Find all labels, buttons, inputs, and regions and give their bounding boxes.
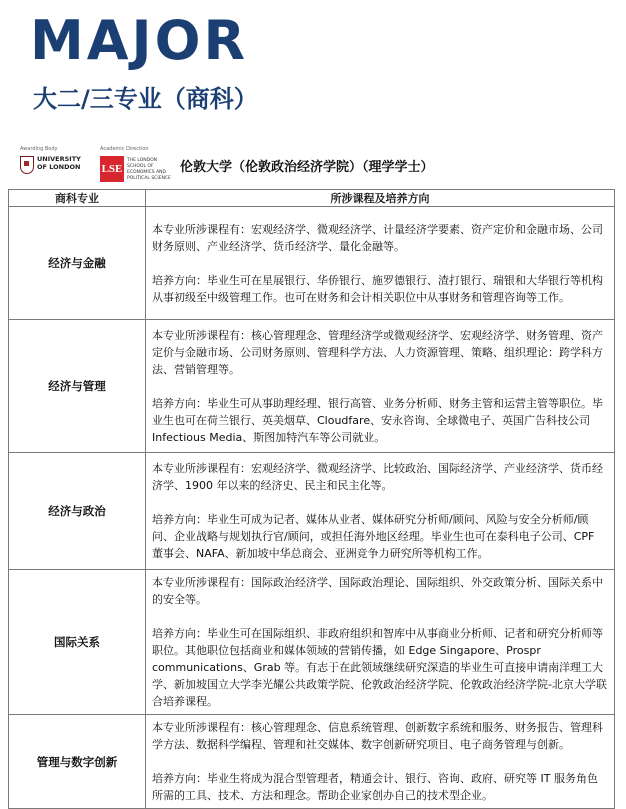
university-of-london-logo xyxy=(18,146,94,190)
major-career: 培养方向：毕业生可在国际组织、非政府组织和智库中从事商业分析师、记者和研究分析师等职位。其他职位包括商业和媒体领域的营销传播，如 Edge Singapore、Prospr communications、Grab 等。有志于在此领域继续研究深造的毕业生可直接申请南洋理工大学、新加坡国立大学李光耀公共政策学院、伦敦政治经济学院、伦敦政治经济学院-北京大学联合培养课程。 xyxy=(152,627,607,708)
major-career: 培养方向：毕业生可成为记者、媒体从业者、媒体研究分析师/顾问、风险与安全分析师/顾问、企业战略与规划执行官/顾问，或担任海外地区经理。毕业生也可在泰科电子公司、CPF 董事会、NAFA、新加坡中华总商会、亚洲竞争力研究所等机构工作。 xyxy=(152,513,595,560)
major-details xyxy=(146,207,615,320)
major-name: 管理与数字创新 xyxy=(9,715,146,809)
major-name: 国际关系 xyxy=(9,570,146,715)
table-row xyxy=(9,570,615,715)
header-major: 商科专业 xyxy=(9,190,146,207)
major-details xyxy=(146,570,615,715)
academic-direction-label: Academic Direction xyxy=(100,146,149,152)
page-title: MAJOR xyxy=(30,9,249,72)
table-row xyxy=(9,320,615,453)
major-courses: 本专业所涉课程有：核心管理理念、管理经济学或微观经济学、宏观经济学、财务管理、资产定价与金融市场、公司财务原则、管理科学方法、人力资源管理、策略、组织理论：跨学科方法、营销管理等。 xyxy=(152,328,603,376)
major-courses: 本专业所涉课程有：国际政治经济学、国际政治理论、国际组织、外交政策分析、国际关系中的安全等。 xyxy=(152,576,603,606)
major-name: 经济与管理 xyxy=(9,320,146,453)
table-header-row xyxy=(9,190,615,207)
crest-icon xyxy=(20,156,34,174)
major-details xyxy=(146,320,615,453)
lse-logo xyxy=(100,146,180,190)
page-subtitle: 大二/三专业（商科） xyxy=(33,85,258,113)
major-details xyxy=(146,715,615,809)
uol-name-line2: OF LONDON xyxy=(37,163,81,171)
lse-full-name: THE LONDON SCHOOL OF ECONOMICS AND POLITICAL SCIENCE xyxy=(127,158,171,181)
major-career: 培养方向：毕业生可在星展银行、华侨银行、施罗德银行、渣打银行、瑞银和大华银行等机构从事初级至中级管理工作。也可在财务和会计相关职位中从事财务和管理咨询等工作。 xyxy=(152,273,603,304)
header-courses: 所涉课程及培养方向 xyxy=(146,190,615,207)
major-courses: 本专业所涉课程有：核心管理理念、信息系统管理、创新数字系统和服务、财务报告、管理科学方法、数据科学编程、管理和社交媒体、数字创新研究项目、电子商务管理与创新。 xyxy=(152,721,603,751)
major-career: 培养方向：毕业生可从事助理经理、银行高管、业务分析师、财务主管和运营主管等职位。毕业生也可在荷兰银行、英美烟草、Cloudfare、安永咨询、全球微电子、英国广告科技公司 Infectious Media、斯图加特汽车等公司就业。 xyxy=(152,396,603,444)
major-courses: 本专业所涉课程有：宏观经济学、微观经济学、比较政治、国际经济学、产业经济学、货币经济学、1900 年以来的经济史、民主和民主化等。 xyxy=(152,462,603,492)
degree-title: 伦敦大学（伦敦政治经济学院）（理学学士） xyxy=(180,160,434,175)
uol-name-line1: UNIVERSITY xyxy=(37,155,81,163)
major-name: 经济与政治 xyxy=(9,453,146,570)
major-name: 经济与金融 xyxy=(9,207,146,320)
major-courses: 本专业所涉课程有：宏观经济学、微观经济学、计量经济学要素、资产定价和金融市场、公司财务原则、产业经济学、货币经济学、量化金融等。 xyxy=(152,222,603,253)
lse-mark: LSE xyxy=(100,156,124,182)
major-details xyxy=(146,453,615,570)
awarding-body-label: Awarding Body xyxy=(20,146,58,152)
majors-table xyxy=(8,189,615,809)
uol-name xyxy=(37,155,81,171)
table-row xyxy=(9,207,615,320)
table-row xyxy=(9,453,615,570)
table-row xyxy=(9,715,615,809)
major-career: 培养方向：毕业生将成为混合型管理者，精通会计、银行、咨询、政府、研究等 IT 服务角色所需的工具、技术、方法和理念。帮助企业家创办自己的技术型企业。 xyxy=(152,772,598,802)
logo-strip xyxy=(18,146,178,190)
